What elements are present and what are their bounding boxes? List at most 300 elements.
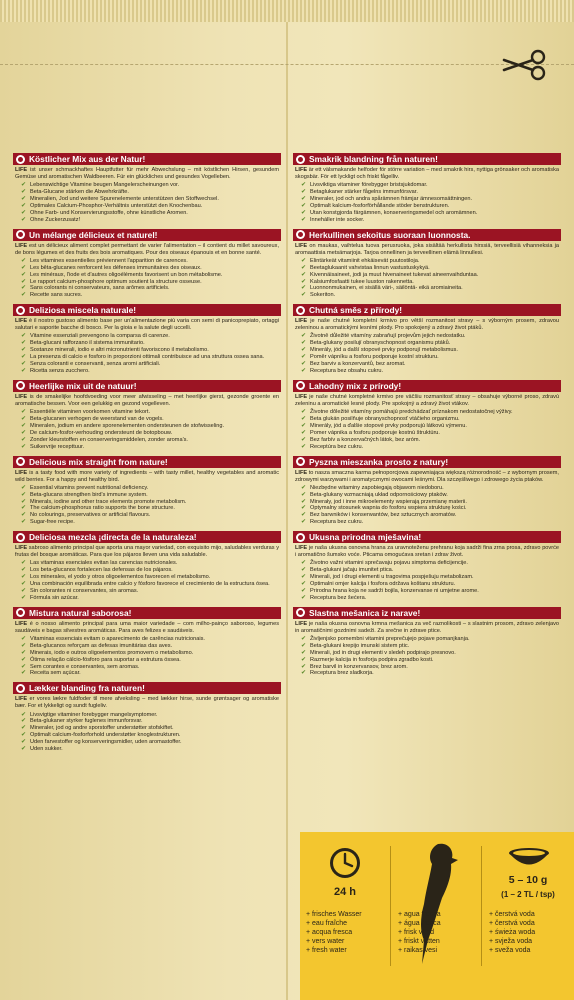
list-item — [21, 718, 281, 725]
list-item — [21, 595, 281, 602]
benefit-list — [13, 182, 281, 223]
checkmark-icon: ✔ — [301, 436, 307, 443]
benefit-list — [13, 333, 281, 374]
language-flag-icon — [16, 155, 25, 164]
brand-name: LIFE — [295, 393, 308, 400]
list-item — [301, 567, 561, 574]
left-column — [13, 153, 281, 758]
list-item-text: Minerály, jód a další stopové prvky podporují metabolismus. — [310, 347, 458, 354]
checkmark-icon: ✔ — [301, 574, 307, 581]
brand-name: LIFE — [295, 318, 308, 325]
block-intro — [295, 621, 559, 635]
list-item — [21, 636, 281, 643]
list-item — [21, 279, 281, 286]
list-item-text: Les vitamines essentielles préviennent l'apparition de carences. — [30, 257, 188, 264]
checkmark-icon: ✔ — [301, 409, 307, 416]
checkmark-icon: ✔ — [21, 711, 27, 718]
checkmark-icon: ✔ — [301, 642, 307, 649]
list-item — [301, 560, 561, 567]
list-item-text: Beta-glukaner styrker fuglenes immunforsvar. — [30, 718, 143, 725]
brand-name: LIFE — [15, 167, 28, 173]
checkmark-icon: ✔ — [21, 340, 27, 347]
checkmark-icon: ✔ — [301, 415, 307, 422]
list-item-text: Bez farbív a konzervačných látok, bez aróm. — [310, 436, 421, 443]
list-item-text: Uden sukker. — [30, 746, 63, 753]
list-item — [301, 347, 561, 354]
list-item-text: Le rapport calcium-phosphore optimum soutient la structure osseuse. — [30, 278, 202, 285]
intro-text: je naša okusna osnovna krmna mešanica za več raznolikosti – s slastnim prosom, zdravo zelenjavo in aromatičnimi gozdnimi sadeži. Za srečne in zdrave ptice. — [295, 620, 559, 634]
block-title: Lahodný mix z prírody! — [309, 380, 402, 391]
checkmark-icon: ✔ — [21, 587, 27, 594]
water-list-3 — [489, 910, 535, 955]
intro-text: ist unser schmackhaftes Hauptfutter für mehr Abwechslung – mit köstlichen Hirsen, gesundem Gemüse und aromatischen Waldbeeren. Für ein glückliches und gesundes Vogelleben. — [15, 167, 279, 181]
water-line: + vers water — [306, 938, 345, 945]
list-item-text: Optimales Calcium-Phosphor-Verhältnis unterstützt den Knochenbau. — [30, 202, 203, 209]
benefit-list — [13, 409, 281, 450]
list-item-text: The calcium-phosphorus ratio supports the bone structure. — [30, 505, 175, 512]
intro-text: je naša ukusna osnovna hrana za uravnoteženu prehranu koja sadrži fina zrna prosa, zdravo povrće i aromatično šumsko voće. Pticama omogućava sretan i zdrav život. — [295, 545, 559, 559]
list-item-text: Beta-glukany posilují obranyschopnost organismu ptáků. — [310, 340, 451, 347]
block-intro — [15, 696, 279, 710]
water-line: + friskt vatten — [398, 938, 440, 945]
list-item-text: Mineralien, Jod und weitere Spurenelemente unterstützen den Stoffwechsel. — [30, 196, 219, 202]
list-item — [301, 650, 561, 657]
list-item-text: Livsviktiga vitaminer förebygger bristsjukdomar. — [310, 182, 428, 189]
list-item-text: Betaglukaner stärker fågelns immunförsvar. — [310, 189, 418, 196]
language-block — [293, 607, 561, 678]
top-crimp-band — [0, 0, 574, 22]
checkmark-icon: ✔ — [21, 498, 27, 505]
list-item — [301, 657, 561, 664]
checkmark-icon: ✔ — [301, 594, 307, 601]
list-item-text: Essential vitamins prevent nutritional deficiency. — [30, 484, 149, 491]
checkmark-icon: ✔ — [301, 278, 307, 285]
list-item-text: Bez barwników i konserwantów, bez sztucznych aromatów. — [310, 512, 457, 519]
list-item — [301, 368, 561, 375]
list-item — [301, 574, 561, 581]
list-item — [21, 732, 281, 739]
list-item-text: Las vitaminas esenciales evitan las carencias nutricionales. — [30, 560, 178, 567]
intro-text: je naše chutné kompletné krmivo pre väčšiu rozmanitosť stravy – obsahuje výborné proso, zdravú zeleninu a aromatické lesné plody. Pre spokojný a zdravý život vtákov. — [295, 393, 559, 407]
list-item-text: Minerais, iodo e outros oligoelementos promovem o metabolismo. — [30, 649, 194, 656]
list-item — [21, 437, 281, 444]
list-item — [301, 505, 561, 512]
list-item — [21, 574, 281, 581]
list-item — [21, 664, 281, 671]
list-item-text: Luonnonmukainen, ei sisällä väri-, säilöntä- eikä aromiaineita. — [310, 285, 463, 292]
block-title: Chutná směs z přírody! — [309, 305, 403, 316]
list-item — [301, 581, 561, 588]
block-title: Slastna mešanica iz narave! — [309, 607, 421, 618]
list-item — [301, 361, 561, 368]
list-item — [21, 512, 281, 519]
block-header — [293, 531, 561, 543]
list-item — [21, 347, 281, 354]
list-item — [21, 444, 281, 451]
checkmark-icon: ✔ — [301, 491, 307, 498]
checkmark-icon: ✔ — [301, 367, 307, 374]
checkmark-icon: ✔ — [21, 292, 27, 299]
checkmark-icon: ✔ — [21, 361, 27, 368]
brand-name: LIFE — [295, 545, 308, 552]
checkmark-icon: ✔ — [21, 271, 27, 278]
list-item-text: Inneháller inte socker. — [310, 216, 365, 223]
list-item — [301, 416, 561, 423]
list-item-text: Minerali, jod i drugi elementi u tragovima pospješuju metabolizam. — [310, 574, 474, 581]
intro-text: je naše chutné kompletní krmivo pro větší rozmanitost stravy – s výborným prosem, zdravou zeleninou a aromatickými lesními plody. Pro spokojený a zdravý život ptáků. — [295, 318, 559, 332]
block-title: Ukusna prirodna mješavina! — [309, 532, 422, 543]
checkmark-icon: ✔ — [21, 202, 27, 209]
checkmark-icon: ✔ — [301, 292, 307, 299]
list-item — [301, 437, 561, 444]
checkmark-icon: ✔ — [301, 340, 307, 347]
panel-divider — [390, 846, 391, 966]
checkmark-icon: ✔ — [21, 581, 27, 588]
list-item-text: Ótima relação cálcio-fósforo para suportar a estrutura óssea. — [30, 656, 181, 663]
checkmark-icon: ✔ — [21, 519, 27, 526]
list-item — [301, 643, 561, 650]
checkmark-icon: ✔ — [301, 505, 307, 512]
checkmark-icon: ✔ — [21, 491, 27, 498]
list-item — [21, 292, 281, 299]
language-block — [13, 531, 281, 602]
list-item — [301, 285, 561, 292]
list-item — [21, 505, 281, 512]
water-line: + čerstvá voda — [489, 911, 535, 918]
list-item — [21, 657, 281, 664]
checkmark-icon: ✔ — [21, 594, 27, 601]
block-header — [13, 531, 281, 543]
benefit-list — [13, 485, 281, 526]
checkmark-icon: ✔ — [301, 567, 307, 574]
list-item-text: Razmerje kalcija in fosforja podpira zgradbo kosti. — [310, 656, 434, 663]
brand-name: LIFE — [295, 469, 308, 476]
language-flag-icon — [16, 457, 25, 466]
list-item — [301, 499, 561, 506]
block-intro — [295, 394, 559, 408]
block-title: Köstlicher Mix aus der Natur! — [29, 154, 146, 164]
list-item — [21, 210, 281, 217]
list-item-text: Beta-glucanen verhogen de weerstand van de vogels. — [30, 415, 164, 422]
water-line: + świeża woda — [489, 929, 536, 936]
list-item-text: Suikervrije recepttuur. — [30, 443, 85, 450]
block-intro — [15, 167, 279, 181]
benefit-list — [293, 485, 561, 526]
list-item-text: Sem corantes e conservantes, sem aromas. — [30, 663, 140, 670]
list-item — [301, 485, 561, 492]
list-item-text: Utan konstgjorda färgämnen, konserveringsmedel och aromämnen. — [310, 209, 478, 216]
language-block — [293, 304, 561, 375]
benefit-list — [293, 258, 561, 299]
list-item — [21, 361, 281, 368]
list-item-text: Pomer vápnika a fosforu podporuje kostnú štruktúru. — [310, 429, 440, 436]
list-item — [301, 409, 561, 416]
food-bowl-icon — [506, 846, 552, 868]
checkmark-icon: ✔ — [21, 216, 27, 223]
list-item-text: Kalsiumfosfaatti tukee luuston rakennetta. — [310, 278, 414, 285]
duration-text: 24 h — [333, 886, 356, 898]
brand-name: LIFE — [295, 620, 308, 627]
list-item-text: Beta-glucanos reforçam as defesas imunitárias das aves. — [30, 642, 173, 649]
benefit-list — [293, 560, 561, 601]
language-flag-icon — [16, 608, 25, 617]
list-item-text: Senza coloranti e conservanti, senza aromi artificiali. — [30, 361, 161, 368]
list-item — [21, 217, 281, 224]
water-line: + čerstvá voda — [489, 920, 535, 927]
list-item — [301, 279, 561, 286]
list-item-text: Vitaminas essenciais evitam o aparecimento de carências nutricionais. — [30, 635, 205, 642]
list-item — [301, 430, 561, 437]
checkmark-icon: ✔ — [21, 505, 27, 512]
checkmark-icon: ✔ — [21, 354, 27, 361]
checkmark-icon: ✔ — [301, 347, 307, 354]
list-item — [21, 670, 281, 677]
right-column — [293, 153, 561, 682]
scissors-icon[interactable] — [500, 48, 548, 82]
list-item-text: Življenjsko pomembni vitamini preprečujejo pojave pomanjkanja. — [310, 635, 470, 642]
list-item-text: Receptura bez šećera. — [310, 594, 367, 601]
block-header — [13, 153, 281, 165]
list-item-text: No colourings, preservatives or artificial flavours. — [30, 512, 151, 519]
checkmark-icon: ✔ — [21, 209, 27, 216]
intro-text: er vores lækre fuldfoder til mere afveksling – med lækker hirse, sunde grøntsager og aromatiske bær. For et lykkeligt og sundt fugleliv. — [15, 696, 279, 710]
list-item — [301, 340, 561, 347]
list-item — [21, 643, 281, 650]
clock-icon — [328, 846, 362, 880]
list-item — [301, 492, 561, 499]
checkmark-icon: ✔ — [301, 663, 307, 670]
list-item-text: Optymalny stosunek wapnia do fosforu wspiera strukturę kości. — [310, 505, 467, 512]
list-item-text: Brez barvil in konzervansov, brez arom. — [310, 663, 408, 670]
language-flag-icon — [16, 306, 25, 315]
list-item — [21, 519, 281, 526]
checkmark-icon: ✔ — [301, 512, 307, 519]
block-title: Herkullinen sekoitus suoraan luonnosta. — [309, 229, 471, 240]
list-item-text: Beta-Glucane stärken die Abwehrkräfte. — [30, 189, 129, 196]
list-item-text: Ohne Farb- und Konservierungsstoffe, ohne künstliche Aromen. — [30, 209, 188, 216]
list-item-text: Minerály, jód a ďalšie stopové prvky podporujú látkovú výmenu. — [310, 422, 467, 429]
checkmark-icon: ✔ — [21, 732, 27, 739]
checkmark-icon: ✔ — [301, 560, 307, 567]
block-header — [13, 682, 281, 694]
intro-text: est un délicieux aliment complet permettant de varier l'alimentation – il contient du millet savoureux, de bons légumes et des fruits des bois aromatiques. Pour des oiseaux épanouis et en bonne santé. — [15, 242, 279, 256]
checkmark-icon: ✔ — [21, 670, 27, 677]
block-header — [13, 229, 281, 241]
list-item-text: Poměr vápníku a fosforu podporuje kostní strukturu. — [310, 354, 439, 361]
language-block — [13, 229, 281, 300]
benefit-list — [13, 712, 281, 753]
checkmark-icon: ✔ — [301, 209, 307, 216]
brand-name: LIFE — [15, 393, 28, 400]
checkmark-icon: ✔ — [301, 216, 307, 223]
list-item — [21, 368, 281, 375]
checkmark-icon: ✔ — [21, 429, 27, 436]
checkmark-icon: ✔ — [21, 746, 27, 753]
block-header — [13, 304, 281, 316]
language-flag-icon — [296, 155, 305, 164]
checkmark-icon: ✔ — [21, 278, 27, 285]
list-item — [21, 746, 281, 753]
list-item — [301, 258, 561, 265]
language-flag-icon — [296, 457, 305, 466]
list-item-text: Prirodna hrana koja ne sadrži bojila, konzervanse ni umjetne arome. — [310, 587, 479, 594]
list-item — [301, 210, 561, 217]
language-flag-icon — [16, 381, 25, 390]
checkmark-icon: ✔ — [301, 182, 307, 189]
list-item — [21, 499, 281, 506]
checkmark-icon: ✔ — [301, 635, 307, 642]
list-item — [21, 650, 281, 657]
block-title: Lækker blanding fra naturen! — [29, 683, 145, 694]
list-item-text: Mineralen, jodium en andere sporenelementen ondersteunen de stofwisseling. — [30, 422, 225, 429]
checkmark-icon: ✔ — [301, 670, 307, 677]
block-header — [293, 153, 561, 165]
block-intro — [295, 470, 559, 484]
block-header — [13, 607, 281, 619]
list-item-text: Beta-glukany wzmacniają układ odpornościowy ptaków. — [310, 491, 448, 498]
checkmark-icon: ✔ — [21, 367, 27, 374]
block-intro — [15, 394, 279, 408]
block-title: Delicious mix straight from nature! — [29, 456, 168, 467]
list-item-text: Životně důležité vitamíny zabraňují projevům jejich nedostatku. — [310, 333, 466, 340]
list-item-text: Livsvigtige vitaminer forebygger mangelsymptomer. — [30, 711, 158, 718]
checkmark-icon: ✔ — [21, 264, 27, 271]
water-list-1 — [306, 910, 362, 955]
intro-text: è il nostro gustoso alimento base per un'alimentazione più varia con semi di panicoprepiato, ortaggi salutari e saporite bacche di bosco. Per la gioia e la salute degli uccelli. — [15, 318, 279, 332]
brand-name: LIFE — [15, 545, 28, 552]
checkmark-icon: ✔ — [21, 415, 27, 422]
language-flag-icon — [296, 608, 305, 617]
checkmark-icon: ✔ — [301, 189, 307, 196]
list-item-text: Receptura bez obsahu cukru. — [310, 367, 384, 374]
list-item-text: Receptúra bez cukru. — [310, 443, 364, 450]
block-header — [293, 380, 561, 392]
block-header — [13, 380, 281, 392]
list-item — [301, 272, 561, 279]
list-item-text: Beetaglukaanit vahvistaa linnun vastustuskykyä. — [310, 264, 430, 271]
block-header — [293, 229, 561, 241]
list-item-text: Beta-glucani rafforzano il sistema immunitario. — [30, 340, 145, 347]
checkmark-icon: ✔ — [21, 484, 27, 491]
list-item-text: La presenza di calcio e fosforo in proporzioni ottimali contribuisce ad una struttura ossea sana. — [30, 354, 265, 361]
water-line: + eau fraîche — [306, 920, 348, 927]
water-line: + raikas vesi — [398, 947, 438, 954]
list-item — [301, 423, 561, 430]
checkmark-icon: ✔ — [21, 567, 27, 574]
water-line: + sveža voda — [489, 947, 531, 954]
list-item — [21, 182, 281, 189]
list-item — [21, 423, 281, 430]
list-item — [21, 189, 281, 196]
checkmark-icon: ✔ — [301, 656, 307, 663]
checkmark-icon: ✔ — [21, 347, 27, 354]
brand-name: LIFE — [15, 696, 28, 703]
list-item — [21, 725, 281, 732]
list-item — [21, 285, 281, 292]
list-item — [21, 567, 281, 574]
checkmark-icon: ✔ — [301, 519, 307, 526]
language-flag-icon — [296, 381, 305, 390]
list-item-text: Receptura brez sladkorja. — [310, 670, 374, 677]
block-title: Deliziosa miscela naturale! — [29, 305, 137, 316]
language-block — [13, 153, 281, 224]
list-item — [21, 265, 281, 272]
list-item — [301, 189, 561, 196]
list-item-text: Beta-glukani jačaju imunitet ptica. — [310, 567, 394, 574]
list-item — [21, 333, 281, 340]
water-line: + água fresca — [398, 920, 441, 927]
list-item — [301, 444, 561, 451]
language-block — [13, 456, 281, 527]
list-item — [301, 265, 561, 272]
block-title: Un mélange délicieux et naturel! — [29, 229, 158, 240]
brand-name: LIFE — [295, 242, 308, 249]
block-title: Heerlijke mix uit de natuur! — [29, 380, 137, 391]
list-item-text: Recette sans sucres. — [30, 292, 83, 299]
checkmark-icon: ✔ — [301, 649, 307, 656]
list-item-text: Beta-glukani krepijo imunski sistem ptic. — [310, 642, 410, 649]
benefit-list — [293, 636, 561, 677]
list-item — [21, 258, 281, 265]
list-item-text: Minerali, jod in drugi elementi v sledeh podpirajo presnovo. — [310, 649, 456, 656]
language-flag-icon — [296, 533, 305, 542]
list-item-text: Elintärkeät vitamiinit ehkäisevät puutostiloja. — [310, 257, 420, 264]
checkmark-icon: ✔ — [21, 663, 27, 670]
language-block — [293, 456, 561, 527]
list-item-text: Sugar-free recipe. — [30, 519, 75, 526]
block-header — [293, 456, 561, 468]
checkmark-icon: ✔ — [21, 635, 27, 642]
block-title: Smakrik blandning från naturen! — [309, 154, 438, 164]
checkmark-icon: ✔ — [21, 642, 27, 649]
checkmark-icon: ✔ — [301, 285, 307, 292]
list-item-text: Zonder kleurstoffen en conserveringsmiddelen, zonder aroma's. — [30, 436, 188, 443]
list-item — [21, 739, 281, 746]
list-item-text: Fórmula sin azúcar. — [30, 594, 79, 601]
list-item-text: Uden farvestoffer og konserveringsmidler, uden aromastoffer. — [30, 739, 182, 746]
list-item — [21, 272, 281, 279]
checkmark-icon: ✔ — [21, 718, 27, 725]
checkmark-icon: ✔ — [21, 739, 27, 746]
checkmark-icon: ✔ — [21, 574, 27, 581]
list-item-text: Mineraler, jod og andre sporstoffer understøtter stofskiftet. — [30, 725, 174, 732]
block-header — [13, 456, 281, 468]
list-item-text: Sokeriton. — [310, 292, 336, 299]
language-flag-icon — [296, 306, 305, 315]
list-item — [301, 519, 561, 526]
language-block — [293, 229, 561, 300]
intro-text: on maukas, vaihtelua tuova perusruoka, joka sisältää herkullista hirssiä, terveellisiä vihanneksia ja aromaattisia metsämarjoja. Tarjoa onnellinen ja terveellinen elämä linnullesi. — [295, 242, 559, 256]
checkmark-icon: ✔ — [301, 361, 307, 368]
checkmark-icon: ✔ — [21, 257, 27, 264]
language-block — [13, 682, 281, 753]
benefit-list — [13, 258, 281, 299]
checkmark-icon: ✔ — [301, 333, 307, 340]
list-item-text: Minerały, jod i inne mikroelementy wspierają przemianę materii. — [310, 498, 467, 505]
water-line: + acqua fresca — [306, 929, 353, 936]
list-item — [21, 196, 281, 203]
list-item — [301, 636, 561, 643]
list-item — [21, 588, 281, 595]
checkmark-icon: ✔ — [21, 285, 27, 292]
list-item — [21, 560, 281, 567]
language-block — [13, 304, 281, 375]
intro-text: is de smakelijke hoofdvoeding voor meer afwisseling – met heerlijke gierst, gezonde groente en aromatische bessen. Voor een gelukkig en gezond vogelleven. — [15, 393, 279, 407]
list-item — [21, 712, 281, 719]
checkmark-icon: ✔ — [21, 443, 27, 450]
language-block — [13, 607, 281, 678]
list-item-text: Vitamine essenziali prevengono la comparsa di carenze. — [30, 333, 170, 340]
